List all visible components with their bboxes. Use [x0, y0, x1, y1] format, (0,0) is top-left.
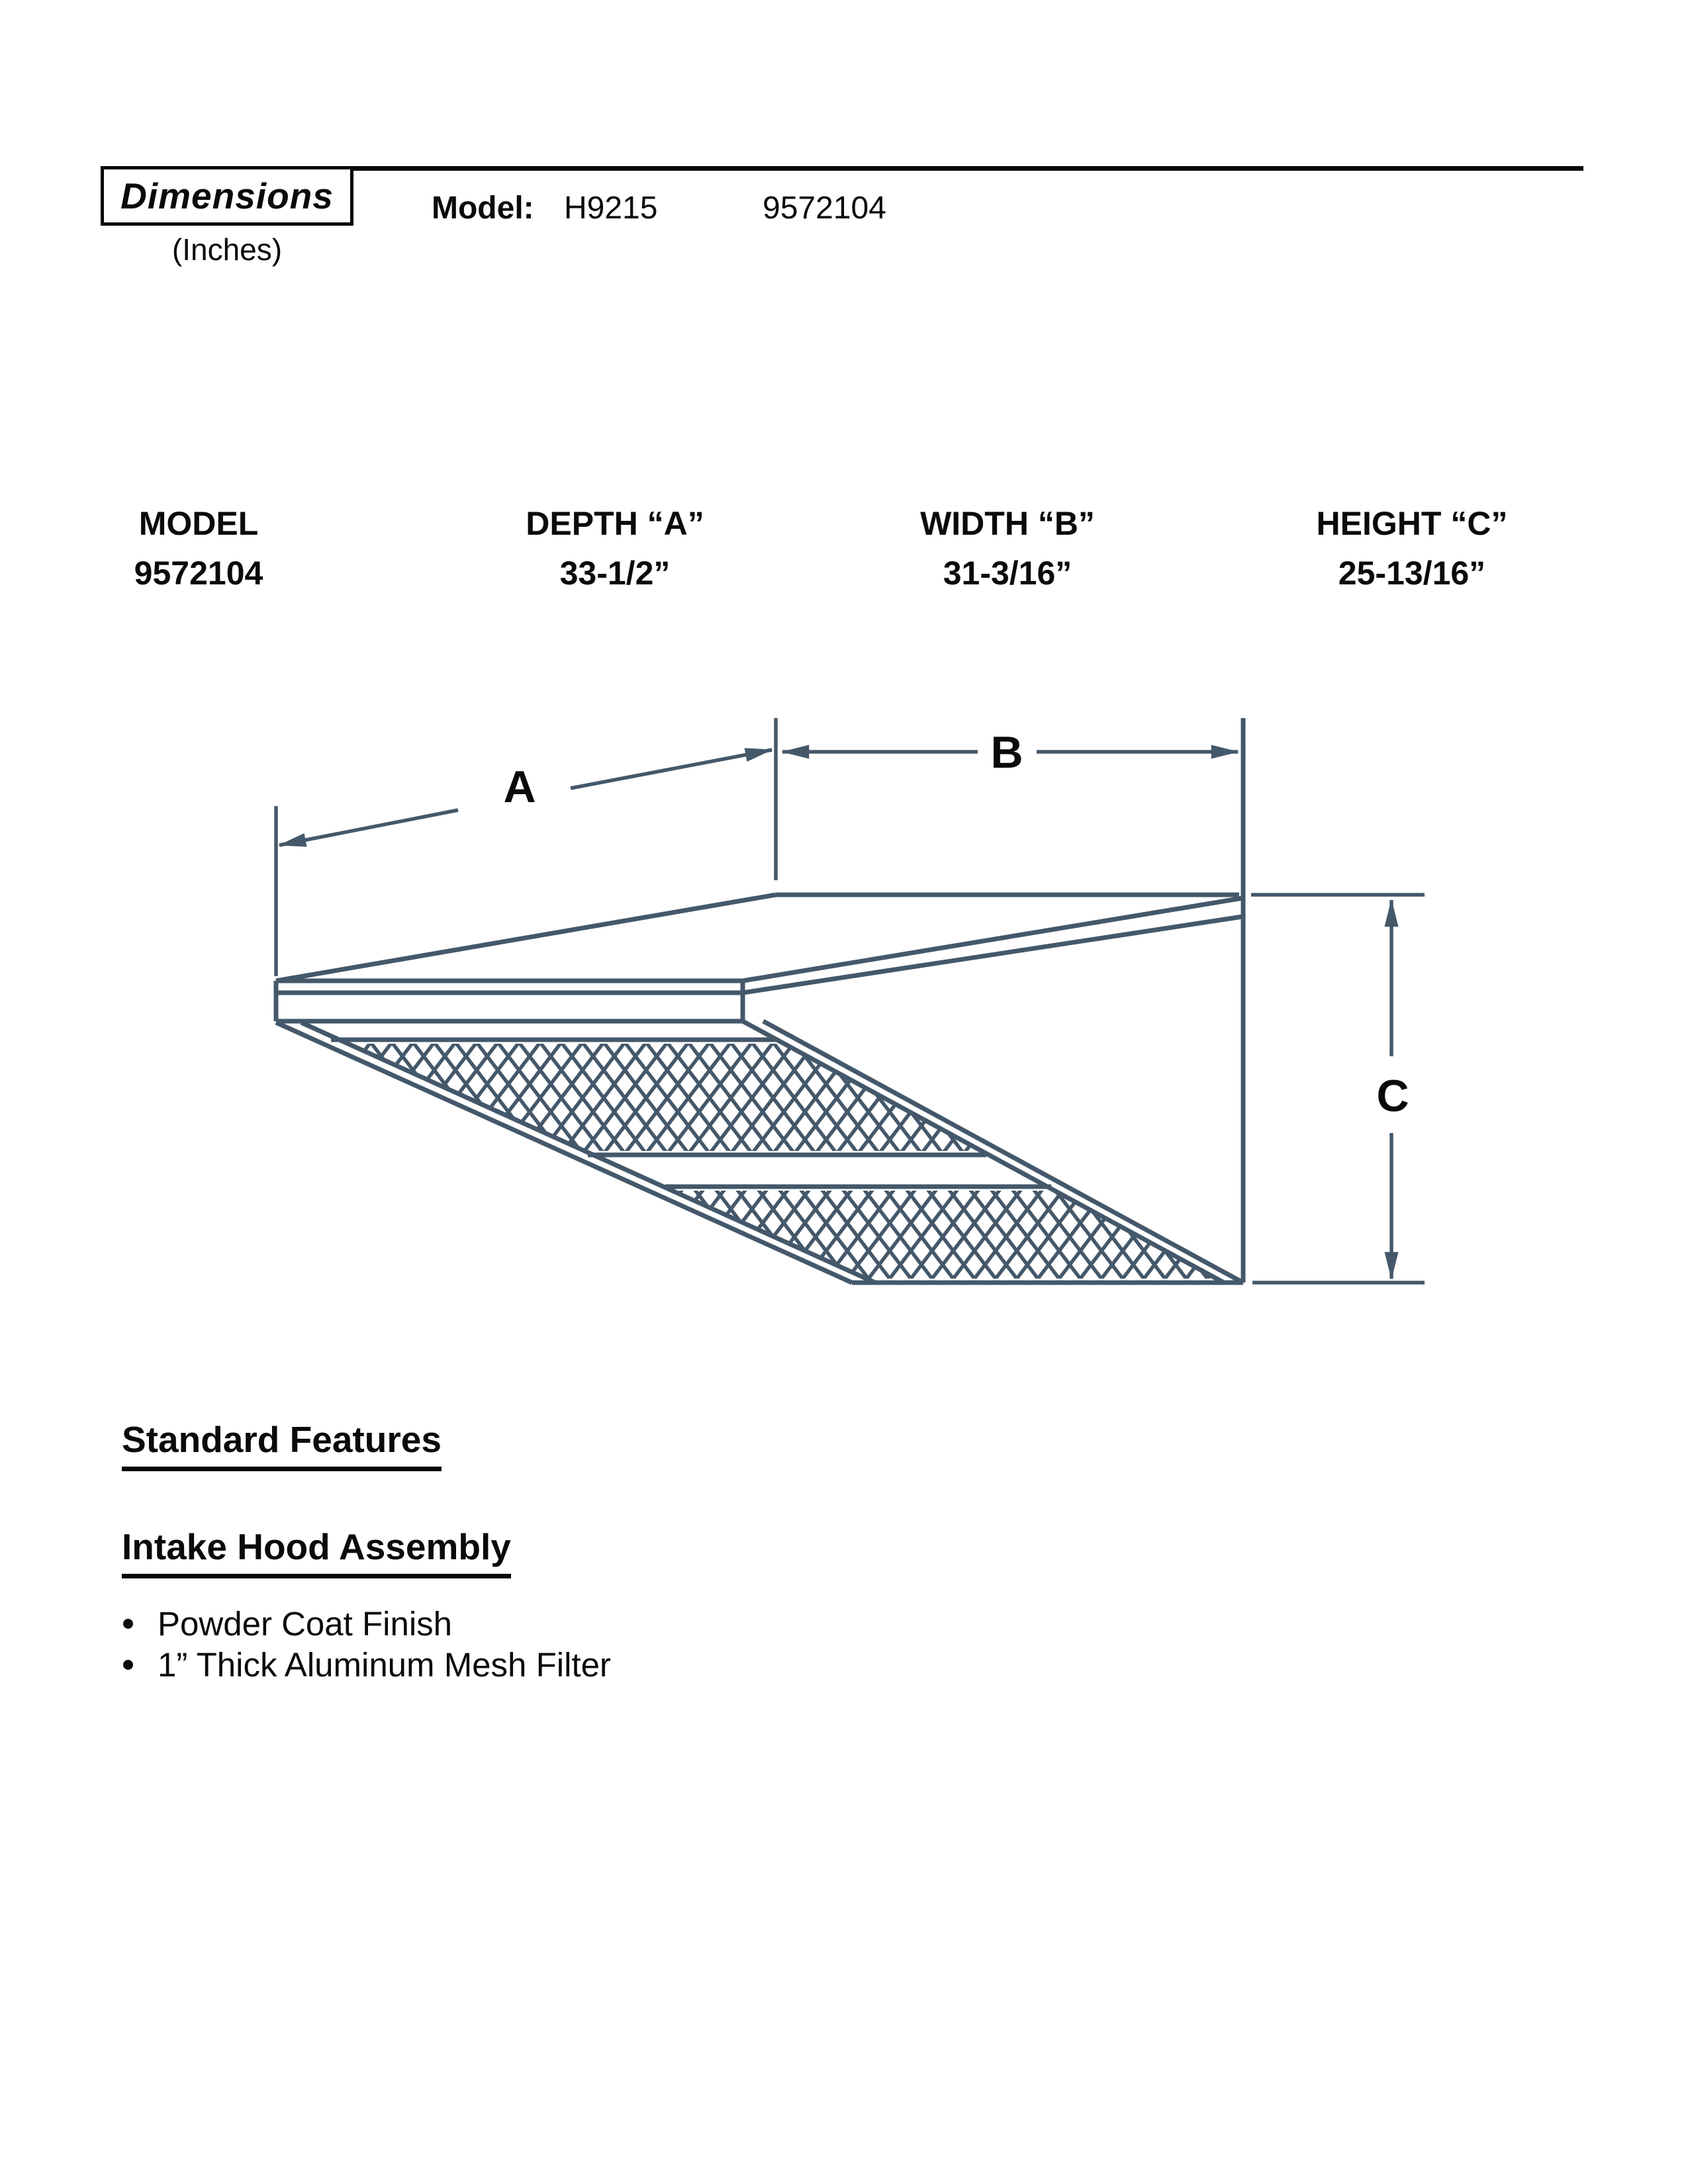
feature-text: 1” Thick Aluminum Mesh Filter — [158, 1646, 611, 1684]
feature-list — [123, 1604, 611, 1686]
model-label: Model: — [432, 191, 534, 226]
spec-value-depth: 33-1/2” — [559, 555, 671, 592]
hood-top-right-edge-outer — [743, 898, 1243, 981]
dimension-c — [1251, 895, 1425, 1283]
spec-header-model: MODEL — [138, 505, 259, 542]
bullet-icon — [123, 1619, 133, 1629]
dim-a-line-left — [279, 810, 458, 845]
units-label: (Inches) — [171, 232, 283, 267]
mesh-panel-lower — [673, 1191, 1217, 1279]
spec-header-height: HEIGHT “C” — [1316, 505, 1508, 542]
dim-a-line-right — [571, 750, 772, 788]
hood-top-left-edge — [276, 895, 776, 981]
bullet-icon — [123, 1660, 133, 1670]
feature-text: Powder Coat Finish — [158, 1605, 453, 1643]
model-value: H9215 — [564, 191, 658, 226]
intake-hood-assembly-heading: Intake Hood Assembly — [122, 1525, 511, 1578]
dim-b-label: B — [990, 727, 1023, 778]
standard-features-heading: Standard Features — [122, 1418, 442, 1471]
spec-header-width: WIDTH “B” — [920, 505, 1095, 542]
spec-value-width: 31-3/16” — [943, 555, 1072, 592]
dim-a-label: A — [503, 762, 536, 812]
mesh-filter-panels — [331, 1040, 1217, 1279]
list-item — [123, 1645, 611, 1686]
dimension-b — [776, 718, 1238, 880]
dimension-a — [276, 750, 772, 976]
model-number: 9572104 — [763, 191, 886, 226]
spec-value-model: 9572104 — [134, 555, 263, 592]
dimensions-title: Dimensions — [120, 175, 334, 216]
list-item — [123, 1604, 611, 1645]
spec-header-depth: DEPTH “A” — [526, 505, 704, 542]
spec-value-height: 25-13/16” — [1338, 555, 1486, 592]
hood-top-right-edge-inner — [743, 917, 1243, 993]
dim-c-label: C — [1376, 1071, 1409, 1121]
